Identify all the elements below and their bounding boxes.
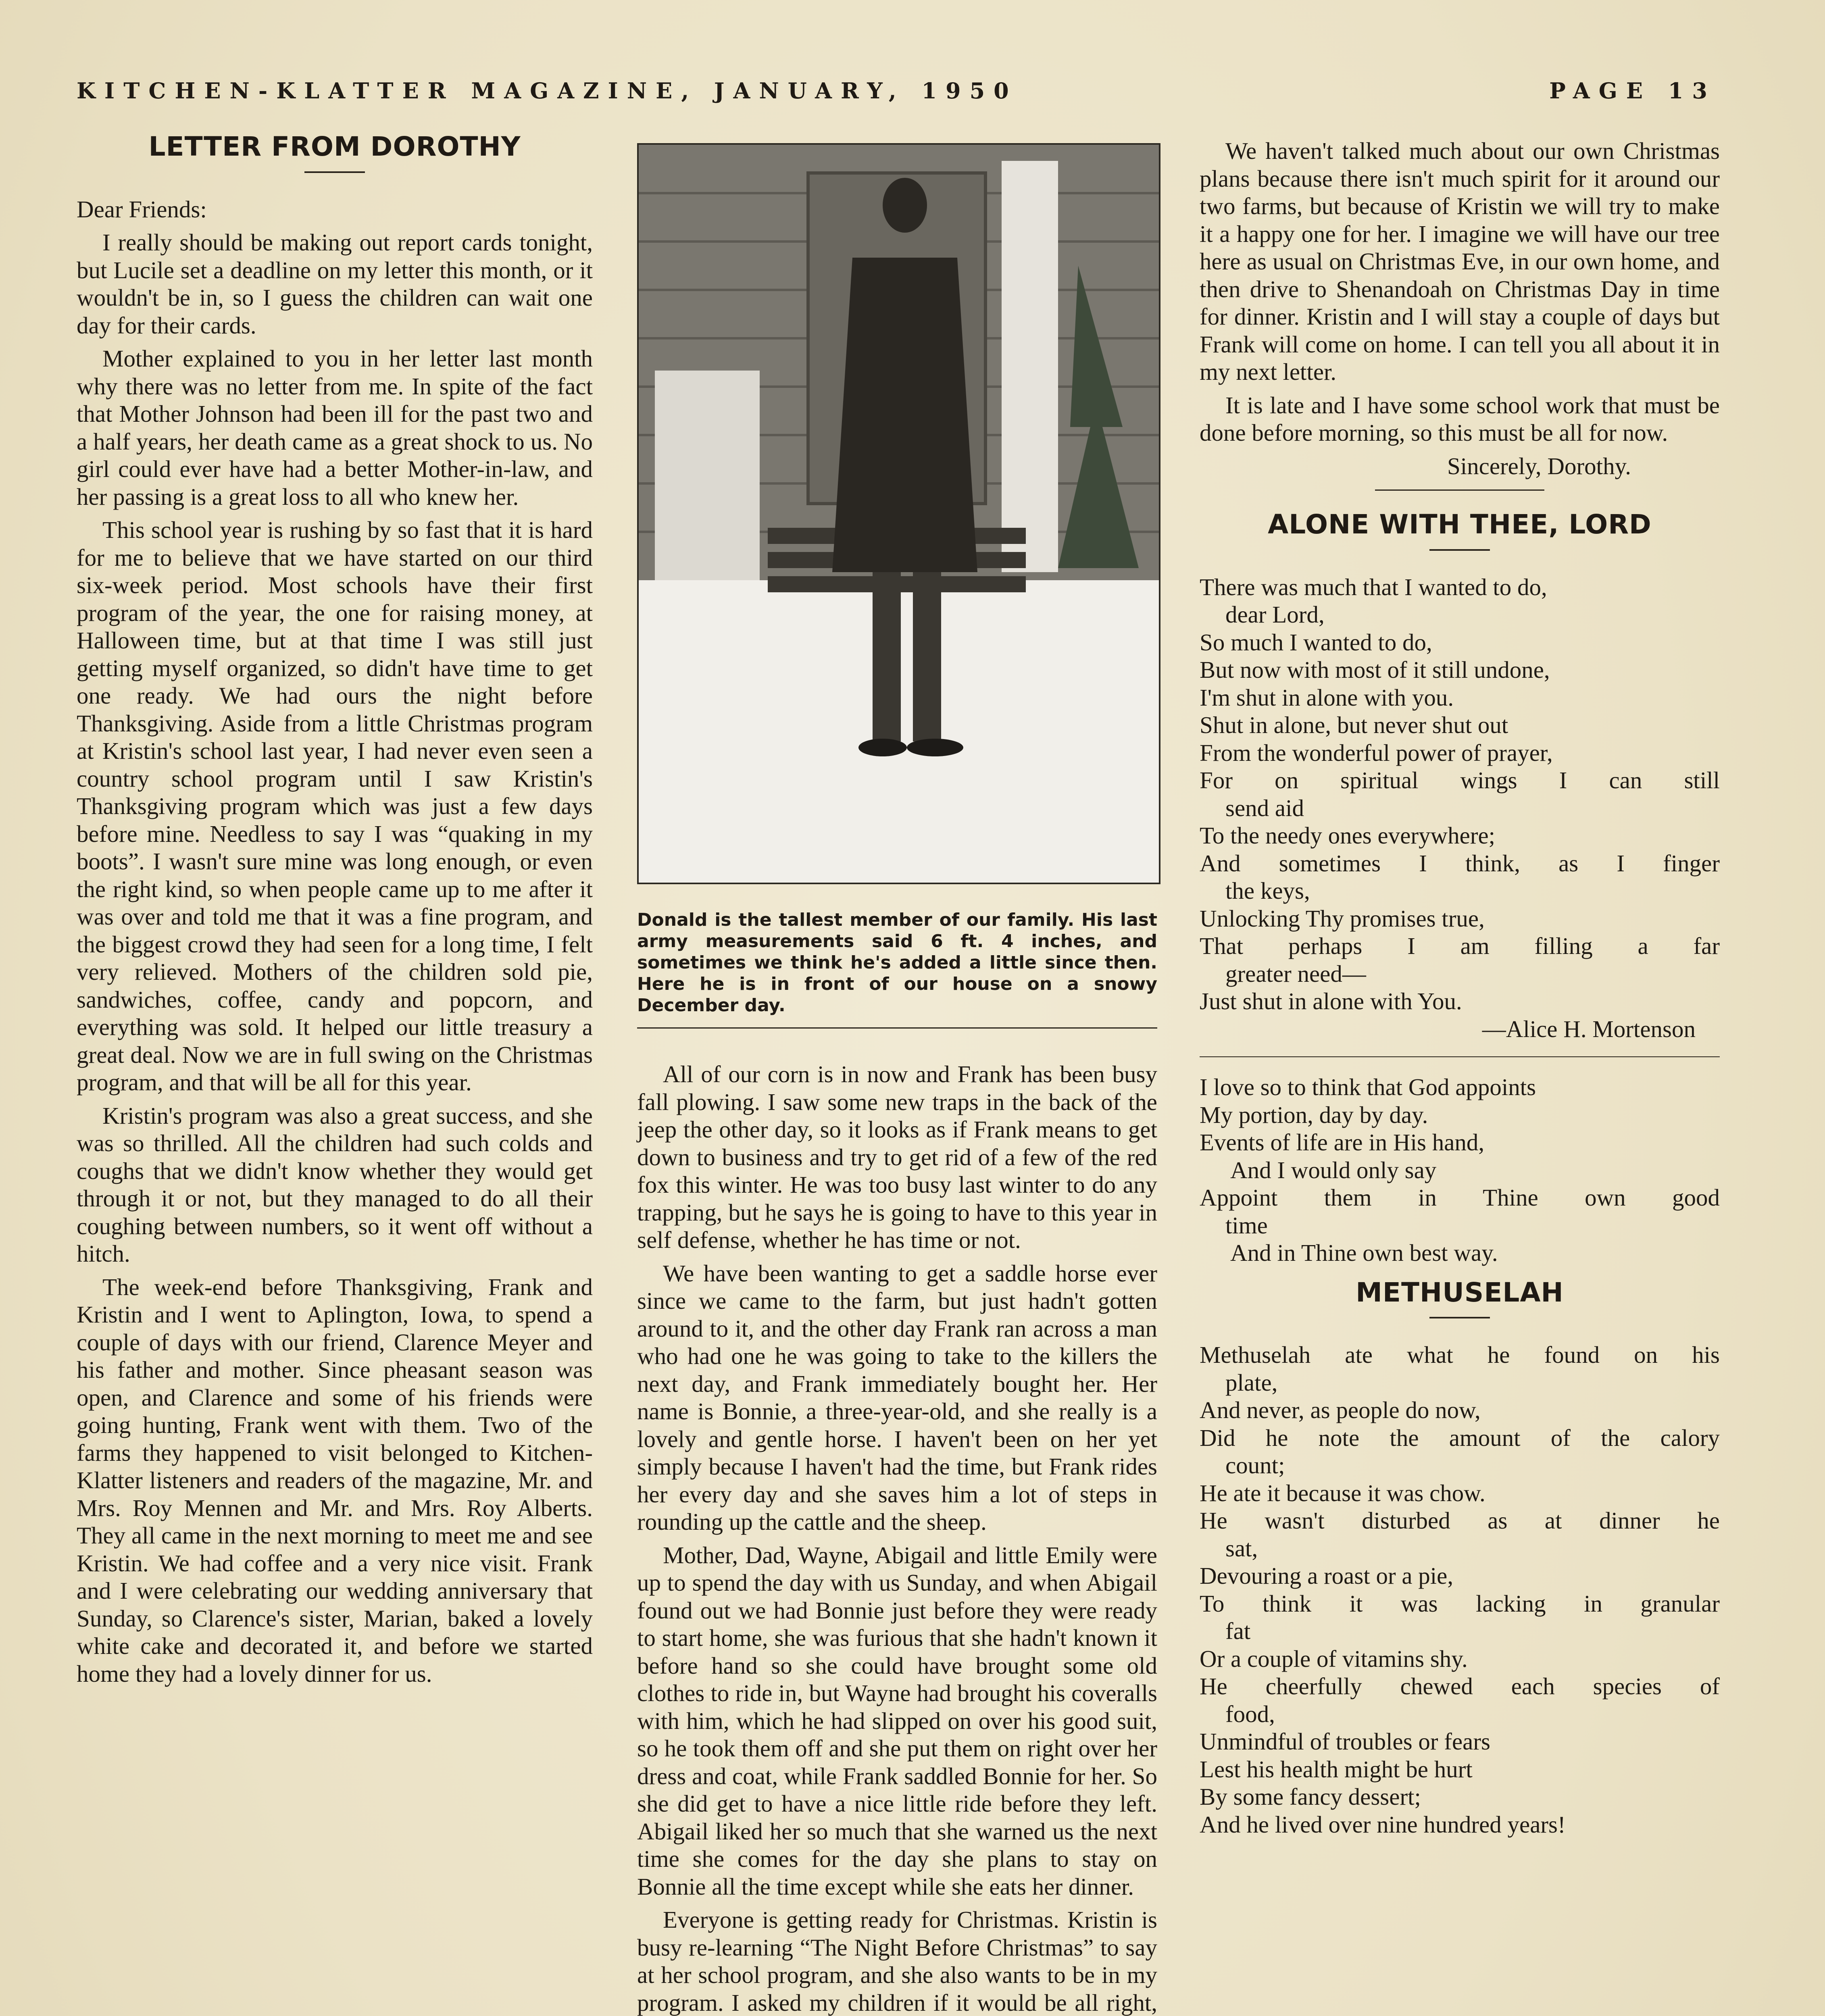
photo-block [637, 143, 1157, 1042]
poem-line: He wasn't disturbed as at dinner he [1200, 1507, 1720, 1534]
letter-title: LETTER FROM DOROTHY [148, 131, 521, 162]
poem3-title: METHUSELAH [1356, 1277, 1564, 1308]
poem-god-appoints [1200, 1073, 1720, 1267]
poem-alone-with-thee [1200, 573, 1720, 1043]
poem-line: He cheerfully chewed each species of [1200, 1673, 1720, 1699]
page-header [77, 73, 1716, 109]
poem-line: Just shut in alone with You. [1200, 988, 1462, 1014]
poem-line: send aid [1225, 794, 1304, 821]
photo-caption: Donald is the tallest member of our family. His last army measurements said 6 ft. 4 inches, and sometimes we think he's added a little since then. Here he is in front of our house on a snowy December day. [637, 910, 1157, 1016]
poem1-title: ALONE WITH THEE, LORD [1268, 509, 1652, 540]
letter-paragraph: I really should be making out report cards tonight, but Lucile set a deadline on my letter this month, or it wouldn't be in, so I guess the children can wait one day for their cards. [77, 229, 593, 339]
section-rule [1375, 489, 1544, 491]
poem-line: From the wonderful power of prayer, [1200, 739, 1553, 766]
poem-line: Did he note the amount of the calory [1200, 1424, 1720, 1451]
poem-line: And never, as people do now, [1200, 1397, 1481, 1423]
poem-line: Events of life are in His hand, [1200, 1129, 1485, 1156]
salutation: Dear Friends: [77, 196, 207, 223]
poem-line: My portion, day by day. [1200, 1101, 1428, 1128]
poem-line: Unmindful of troubles or fears [1200, 1728, 1490, 1755]
title-rule [304, 171, 365, 173]
column-1 [77, 133, 593, 1687]
letter-paragraph: Mother, Dad, Wayne, Abigail and little Emily were up to spend the day with us Sunday, and when Abigail found out we had Bonnie just before they were ready to start home, she was furious that she hadn't known it before hand so she could have brought some old clothes to ride in, but Wayne had brought his coveralls with him, which he had slipped on over his good suit, so he took them off and she put them on right over her dress and coat, while Frank saddled Bonnie for her. So she did get to have a nice little ride before they left. Abigail liked her so much that she warned us the next time she comes for the day she plans to stay on Bonnie all the time except while she eats her dinner. [637, 1541, 1157, 1900]
poem-line: There was much that I wanted to do, [1200, 573, 1547, 600]
poem-line: And he lived over nine hundred years! [1200, 1811, 1566, 1838]
poem-line: And sometimes I think, as I finger [1200, 850, 1720, 877]
masthead: KITCHEN-KLATTER MAGAZINE, JANUARY, 1950 [77, 78, 1018, 104]
poem-line: food, [1225, 1700, 1275, 1727]
poem-line: Appoint them in Thine own good [1200, 1184, 1720, 1211]
poem-author: —Alice H. Mortenson [1482, 1015, 1696, 1042]
page-number: PAGE 13 [1549, 78, 1716, 104]
poem-line: greater need— [1225, 960, 1366, 987]
poem-line: Devouring a roast or a pie, [1200, 1562, 1454, 1589]
poem-line: dear Lord, [1225, 601, 1325, 628]
letter-paragraph: The week-end before Thanksgiving, Frank and Kristin and I went to Aplington, Iowa, to spend a couple of days with our friend, Clarence Meyer and his father and mother. Since pheasant season was open, and Clarence and some of his friends were going hunting, Frank went with them. Two of the farms they happened to visit belonged to Kitchen-Klatter listeners and readers of the magazine, Mr. and Mrs. Roy Mennen and Mr. and Mrs. Roy Alberts. They all came in the next morning to meet me and see Kristin. We had coffee and a very nice visit. Frank and I were celebrating our wedding anniversary that Sunday, so Clarence's sister, Marian, baked a lovely white cake and decorated it, and before we started home they had a lovely dinner for us. [77, 1273, 593, 1687]
poem-line: So much I wanted to do, [1200, 629, 1432, 656]
letter-paragraph: We have been wanting to get a saddle horse ever since we came to the farm, but just hadn't gotten around to it, and the other day Frank ran across a man who had one he was going to take to the killers the next day, and Frank immediately bought her. Her name is Bonnie, a three-year-old, and she really is a lovely and gentle horse. I haven't been on her yet simply because I haven't had the time, but Frank rides her every day and she saves him a lot of steps in rounding up the cattle and the sheep. [637, 1260, 1157, 1535]
poem-line: For on spiritual wings I can still [1200, 767, 1720, 793]
poem-line: Unlocking Thy promises true, [1200, 905, 1485, 932]
poem-line: He ate it because it was chow. [1200, 1479, 1485, 1506]
poem-line: count; [1225, 1452, 1285, 1479]
poem-line: Shut in alone, but never shut out [1200, 712, 1508, 738]
poem-line: To think it was lacking in granular [1200, 1590, 1720, 1617]
section-rule [1200, 1056, 1720, 1057]
letter-paragraph: This school year is rushing by so fast that it is hard for me to believe that we have started on our third six-week period. Most schools have their first program of the year, the one for raising money, at Halloween time, but at that time I was still just getting myself organized, so didn't have time to get one ready. We had ours the night before Thanksgiving. Aside from a little Christmas program at Kristin's school last year, I had never even seen a country school program until I saw Kristin's Thanksgiving program which was just a few days before mine. Needless to say I was “quaking in my boots”. I wasn't sure mine was long enough, or even the right kind, so when people came up to me after it was over and told me that it was a fine program, and the biggest crowd they had seen for a long time, I felt very relieved. Mothers of the children sold pie, sandwiches, coffee, candy and popcorn, and everything was sold. It helped our little treasury a great deal. Now we are in full swing on the Christmas program, and that will be all for this year. [77, 516, 593, 1095]
letter-paragraph: It is late and I have some school work that must be done before morning, so this must be all for now. [1200, 392, 1720, 446]
title-rule [1429, 1317, 1490, 1318]
letter-paragraph: All of our corn is in now and Frank has been busy fall plowing. I saw some new traps in the back of the jeep the other day, so it looks as if Frank means to get down to business and try to get rid of a few of the red fox this winter. He was too busy last winter to do any trapping, but he says he is going to have to this year in self defense, whether he has time or not. [637, 1061, 1157, 1253]
letter-signoff: Sincerely, Dorothy. [1447, 452, 1631, 479]
poem-line: plate, [1225, 1369, 1278, 1396]
poem-line: Methuselah ate what he found on his [1200, 1341, 1720, 1368]
poem-methuselah [1200, 1341, 1720, 1838]
poem-line: time [1225, 1212, 1268, 1239]
poem-line: By some fancy dessert; [1200, 1783, 1421, 1810]
poem-line: And in Thine own best way. [1230, 1239, 1498, 1266]
letter-paragraph: Everyone is getting ready for Christmas. Kristin is busy re-learning “The Night Before Christmas” to say at her school program, and she also wants to be in my program. I asked my children if it would be all right, [637, 1906, 1157, 2016]
poem-line: To the needy ones everywhere; [1200, 822, 1496, 849]
poem-line: But now with most of it still undone, [1200, 656, 1550, 683]
column-2 [637, 1060, 1157, 2016]
poem-line: And I would only say [1230, 1156, 1437, 1183]
letter-paragraph: Kristin's program was also a great success, and she was so thrilled. All the children had such colds and coughs that we didn't know whether they would get through it or not, but they managed to do all their coughing between numbers, so it went off without a hitch. [77, 1102, 593, 1267]
poem-line: That perhaps I am filling a far [1200, 933, 1720, 959]
photo-donald [637, 143, 1160, 884]
title-rule [1429, 549, 1490, 551]
poem-line: Lest his health might be hurt [1200, 1756, 1473, 1783]
letter-paragraph: We haven't talked much about our own Christmas plans because there isn't much spirit for it around our two farms, but because of Kristin we will try to make it a happy one for her. I imagine we will have our tree here as usual on Christmas Eve, in our own home, and then drive to Shenandoah on Christmas Day in time for dinner. Kristin and I will stay a couple of days but Frank will come on home. I can tell you all about it in my next letter. [1200, 137, 1720, 385]
poem-line: I'm shut in alone with you. [1200, 684, 1454, 711]
poem-line: fat [1225, 1618, 1251, 1644]
poem-line: sat, [1225, 1535, 1258, 1562]
column-3 [1200, 137, 1720, 1838]
photo-illustration [639, 145, 1159, 883]
caption-rule [637, 1027, 1157, 1029]
poem-line: Or a couple of vitamins shy. [1200, 1645, 1468, 1672]
letter-paragraph: Mother explained to you in her letter last month why there was no letter from me. In spite of the fact that Mother Johnson had been ill for the past two and a half years, her death came as a great shock to us. No girl could ever have had a better Mother-in-law, and her passing is a great loss to all who knew her. [77, 345, 593, 510]
poem-line: the keys, [1225, 877, 1310, 904]
poem-line: I love so to think that God appoints [1200, 1074, 1536, 1100]
